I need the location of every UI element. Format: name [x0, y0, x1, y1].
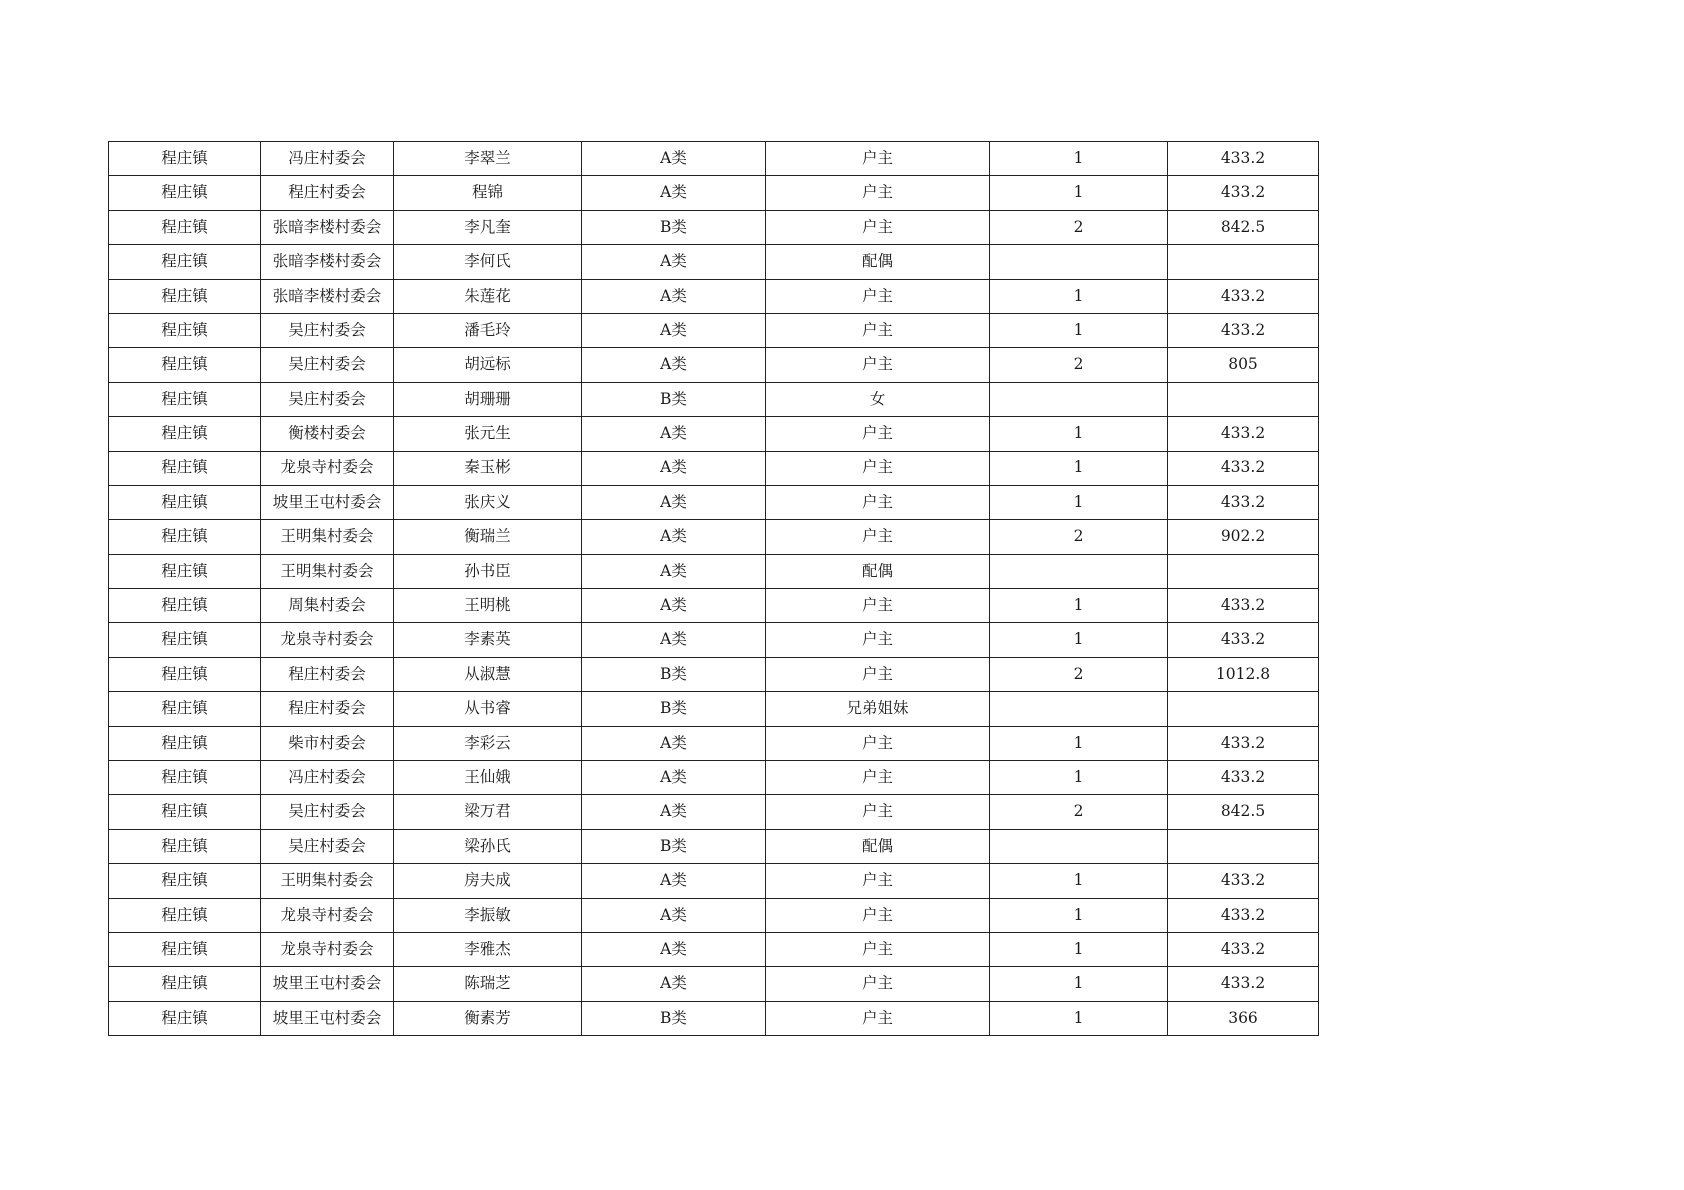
amount-cell — [1168, 382, 1319, 416]
name-cell: 秦玉彬 — [394, 451, 582, 485]
amount-cell: 433.2 — [1168, 313, 1319, 347]
table-row — [109, 692, 1319, 726]
household-count-cell: 1 — [990, 279, 1168, 313]
town-cell: 程庄镇 — [109, 692, 261, 726]
relation-cell: 户主 — [766, 451, 990, 485]
town-cell: 程庄镇 — [109, 1001, 261, 1035]
household-count-cell: 1 — [990, 451, 1168, 485]
town-cell: 程庄镇 — [109, 898, 261, 932]
household-count-cell — [990, 554, 1168, 588]
name-cell: 李凡奎 — [394, 210, 582, 244]
town-cell: 程庄镇 — [109, 932, 261, 966]
category-cell: A类 — [582, 348, 766, 382]
amount-cell: 433.2 — [1168, 967, 1319, 1001]
relation-cell: 户主 — [766, 967, 990, 1001]
town-cell: 程庄镇 — [109, 451, 261, 485]
category-cell: A类 — [582, 142, 766, 176]
name-cell: 朱莲花 — [394, 279, 582, 313]
category-cell: A类 — [582, 795, 766, 829]
name-cell: 衡瑞兰 — [394, 520, 582, 554]
relation-cell: 配偶 — [766, 829, 990, 863]
village-cell: 坡里王屯村委会 — [261, 1001, 394, 1035]
town-cell: 程庄镇 — [109, 761, 261, 795]
household-count-cell — [990, 829, 1168, 863]
amount-cell — [1168, 692, 1319, 726]
town-cell: 程庄镇 — [109, 967, 261, 1001]
category-cell: A类 — [582, 623, 766, 657]
town-cell: 程庄镇 — [109, 210, 261, 244]
table-row — [109, 554, 1319, 588]
category-cell: A类 — [582, 554, 766, 588]
amount-cell: 433.2 — [1168, 898, 1319, 932]
category-cell: A类 — [582, 279, 766, 313]
relation-cell: 户主 — [766, 142, 990, 176]
relation-cell: 户主 — [766, 657, 990, 691]
relation-cell: 户主 — [766, 1001, 990, 1035]
table-row — [109, 795, 1319, 829]
name-cell: 潘毛玲 — [394, 313, 582, 347]
amount-cell — [1168, 829, 1319, 863]
roster-sheet — [108, 141, 1319, 1036]
town-cell: 程庄镇 — [109, 589, 261, 623]
category-cell: B类 — [582, 1001, 766, 1035]
village-cell: 王明集村委会 — [261, 864, 394, 898]
relation-cell: 户主 — [766, 761, 990, 795]
name-cell: 衡素芳 — [394, 1001, 582, 1035]
name-cell: 张庆义 — [394, 485, 582, 519]
amount-cell: 366 — [1168, 1001, 1319, 1035]
amount-cell: 433.2 — [1168, 451, 1319, 485]
category-cell: A类 — [582, 245, 766, 279]
amount-cell: 433.2 — [1168, 761, 1319, 795]
village-cell: 吴庄村委会 — [261, 313, 394, 347]
village-cell: 王明集村委会 — [261, 520, 394, 554]
table-row — [109, 864, 1319, 898]
relation-cell: 配偶 — [766, 554, 990, 588]
amount-cell: 805 — [1168, 348, 1319, 382]
roster-body — [109, 142, 1319, 1036]
name-cell: 梁万君 — [394, 795, 582, 829]
relation-cell: 户主 — [766, 623, 990, 657]
category-cell: B类 — [582, 382, 766, 416]
table-row — [109, 657, 1319, 691]
category-cell: B类 — [582, 210, 766, 244]
household-count-cell: 1 — [990, 726, 1168, 760]
name-cell: 孙书臣 — [394, 554, 582, 588]
town-cell: 程庄镇 — [109, 313, 261, 347]
relation-cell: 户主 — [766, 348, 990, 382]
household-count-cell: 1 — [990, 967, 1168, 1001]
amount-cell — [1168, 245, 1319, 279]
household-count-cell — [990, 245, 1168, 279]
table-row — [109, 726, 1319, 760]
household-count-cell: 1 — [990, 1001, 1168, 1035]
name-cell: 王明桃 — [394, 589, 582, 623]
town-cell: 程庄镇 — [109, 176, 261, 210]
relation-cell: 户主 — [766, 520, 990, 554]
village-cell: 张暗李楼村委会 — [261, 210, 394, 244]
village-cell: 柴市村委会 — [261, 726, 394, 760]
table-row — [109, 761, 1319, 795]
name-cell: 李素英 — [394, 623, 582, 657]
town-cell: 程庄镇 — [109, 348, 261, 382]
table-row — [109, 932, 1319, 966]
village-cell: 吴庄村委会 — [261, 382, 394, 416]
relation-cell: 女 — [766, 382, 990, 416]
household-count-cell: 1 — [990, 142, 1168, 176]
table-row — [109, 210, 1319, 244]
relation-cell: 户主 — [766, 726, 990, 760]
name-cell: 程锦 — [394, 176, 582, 210]
village-cell: 冯庄村委会 — [261, 761, 394, 795]
household-count-cell: 1 — [990, 932, 1168, 966]
name-cell: 李彩云 — [394, 726, 582, 760]
household-count-cell: 2 — [990, 795, 1168, 829]
amount-cell: 433.2 — [1168, 864, 1319, 898]
town-cell: 程庄镇 — [109, 726, 261, 760]
household-count-cell: 1 — [990, 417, 1168, 451]
table-row — [109, 589, 1319, 623]
name-cell: 李翠兰 — [394, 142, 582, 176]
village-cell: 龙泉寺村委会 — [261, 623, 394, 657]
name-cell: 胡珊珊 — [394, 382, 582, 416]
category-cell: A类 — [582, 176, 766, 210]
town-cell: 程庄镇 — [109, 245, 261, 279]
name-cell: 房夫成 — [394, 864, 582, 898]
name-cell: 陈瑞芝 — [394, 967, 582, 1001]
name-cell: 从淑慧 — [394, 657, 582, 691]
relation-cell: 兄弟姐妹 — [766, 692, 990, 726]
town-cell: 程庄镇 — [109, 142, 261, 176]
category-cell: A类 — [582, 864, 766, 898]
household-count-cell: 1 — [990, 898, 1168, 932]
relation-cell: 户主 — [766, 279, 990, 313]
category-cell: B类 — [582, 692, 766, 726]
category-cell: A类 — [582, 417, 766, 451]
relation-cell: 户主 — [766, 795, 990, 829]
table-row — [109, 245, 1319, 279]
household-count-cell — [990, 382, 1168, 416]
amount-cell: 433.2 — [1168, 623, 1319, 657]
amount-cell — [1168, 554, 1319, 588]
category-cell: A类 — [582, 451, 766, 485]
relation-cell: 配偶 — [766, 245, 990, 279]
amount-cell: 433.2 — [1168, 417, 1319, 451]
household-count-cell: 1 — [990, 864, 1168, 898]
name-cell: 李振敏 — [394, 898, 582, 932]
household-count-cell: 2 — [990, 657, 1168, 691]
table-row — [109, 142, 1319, 176]
town-cell: 程庄镇 — [109, 623, 261, 657]
village-cell: 张暗李楼村委会 — [261, 279, 394, 313]
village-cell: 周集村委会 — [261, 589, 394, 623]
village-cell: 程庄村委会 — [261, 692, 394, 726]
category-cell: B类 — [582, 657, 766, 691]
category-cell: A类 — [582, 313, 766, 347]
name-cell: 从书睿 — [394, 692, 582, 726]
table-row — [109, 829, 1319, 863]
amount-cell: 433.2 — [1168, 726, 1319, 760]
table-row — [109, 279, 1319, 313]
town-cell: 程庄镇 — [109, 382, 261, 416]
village-cell: 坡里王屯村委会 — [261, 485, 394, 519]
relation-cell: 户主 — [766, 210, 990, 244]
table-row — [109, 967, 1319, 1001]
household-count-cell: 1 — [990, 485, 1168, 519]
town-cell: 程庄镇 — [109, 485, 261, 519]
village-cell: 吴庄村委会 — [261, 829, 394, 863]
category-cell: A类 — [582, 967, 766, 1001]
amount-cell: 433.2 — [1168, 589, 1319, 623]
amount-cell: 433.2 — [1168, 932, 1319, 966]
table-row — [109, 176, 1319, 210]
village-cell: 龙泉寺村委会 — [261, 898, 394, 932]
table-row — [109, 1001, 1319, 1035]
household-count-cell: 1 — [990, 176, 1168, 210]
amount-cell: 433.2 — [1168, 176, 1319, 210]
table-row — [109, 348, 1319, 382]
name-cell: 李雅杰 — [394, 932, 582, 966]
town-cell: 程庄镇 — [109, 417, 261, 451]
category-cell: B类 — [582, 829, 766, 863]
amount-cell: 842.5 — [1168, 210, 1319, 244]
table-row — [109, 485, 1319, 519]
relation-cell: 户主 — [766, 932, 990, 966]
town-cell: 程庄镇 — [109, 520, 261, 554]
relation-cell: 户主 — [766, 417, 990, 451]
table-row — [109, 451, 1319, 485]
category-cell: A类 — [582, 761, 766, 795]
town-cell: 程庄镇 — [109, 829, 261, 863]
name-cell: 李何氏 — [394, 245, 582, 279]
relation-cell: 户主 — [766, 176, 990, 210]
household-count-cell: 2 — [990, 520, 1168, 554]
village-cell: 龙泉寺村委会 — [261, 932, 394, 966]
category-cell: A类 — [582, 485, 766, 519]
amount-cell: 902.2 — [1168, 520, 1319, 554]
table-row — [109, 313, 1319, 347]
category-cell: A类 — [582, 520, 766, 554]
household-count-cell: 1 — [990, 761, 1168, 795]
household-count-cell: 1 — [990, 589, 1168, 623]
relation-cell: 户主 — [766, 898, 990, 932]
category-cell: A类 — [582, 589, 766, 623]
village-cell: 王明集村委会 — [261, 554, 394, 588]
town-cell: 程庄镇 — [109, 864, 261, 898]
household-count-cell: 1 — [990, 623, 1168, 657]
amount-cell: 433.2 — [1168, 142, 1319, 176]
household-count-cell: 2 — [990, 210, 1168, 244]
household-count-cell: 1 — [990, 313, 1168, 347]
relation-cell: 户主 — [766, 864, 990, 898]
table-row — [109, 623, 1319, 657]
relation-cell: 户主 — [766, 313, 990, 347]
table-row — [109, 382, 1319, 416]
name-cell: 张元生 — [394, 417, 582, 451]
relation-cell: 户主 — [766, 589, 990, 623]
table-row — [109, 520, 1319, 554]
table-row — [109, 898, 1319, 932]
village-cell: 程庄村委会 — [261, 176, 394, 210]
amount-cell: 842.5 — [1168, 795, 1319, 829]
town-cell: 程庄镇 — [109, 795, 261, 829]
amount-cell: 1012.8 — [1168, 657, 1319, 691]
category-cell: A类 — [582, 726, 766, 760]
village-cell: 程庄村委会 — [261, 657, 394, 691]
village-cell: 龙泉寺村委会 — [261, 451, 394, 485]
table-row — [109, 417, 1319, 451]
town-cell: 程庄镇 — [109, 554, 261, 588]
village-cell: 冯庄村委会 — [261, 142, 394, 176]
household-count-cell: 2 — [990, 348, 1168, 382]
village-cell: 吴庄村委会 — [261, 795, 394, 829]
town-cell: 程庄镇 — [109, 279, 261, 313]
village-cell: 张暗李楼村委会 — [261, 245, 394, 279]
village-cell: 坡里王屯村委会 — [261, 967, 394, 1001]
relation-cell: 户主 — [766, 485, 990, 519]
name-cell: 梁孙氏 — [394, 829, 582, 863]
village-cell: 吴庄村委会 — [261, 348, 394, 382]
name-cell: 胡远标 — [394, 348, 582, 382]
name-cell: 王仙娥 — [394, 761, 582, 795]
town-cell: 程庄镇 — [109, 657, 261, 691]
roster-table — [108, 141, 1319, 1036]
amount-cell: 433.2 — [1168, 485, 1319, 519]
household-count-cell — [990, 692, 1168, 726]
amount-cell: 433.2 — [1168, 279, 1319, 313]
village-cell: 衡楼村委会 — [261, 417, 394, 451]
category-cell: A类 — [582, 898, 766, 932]
category-cell: A类 — [582, 932, 766, 966]
